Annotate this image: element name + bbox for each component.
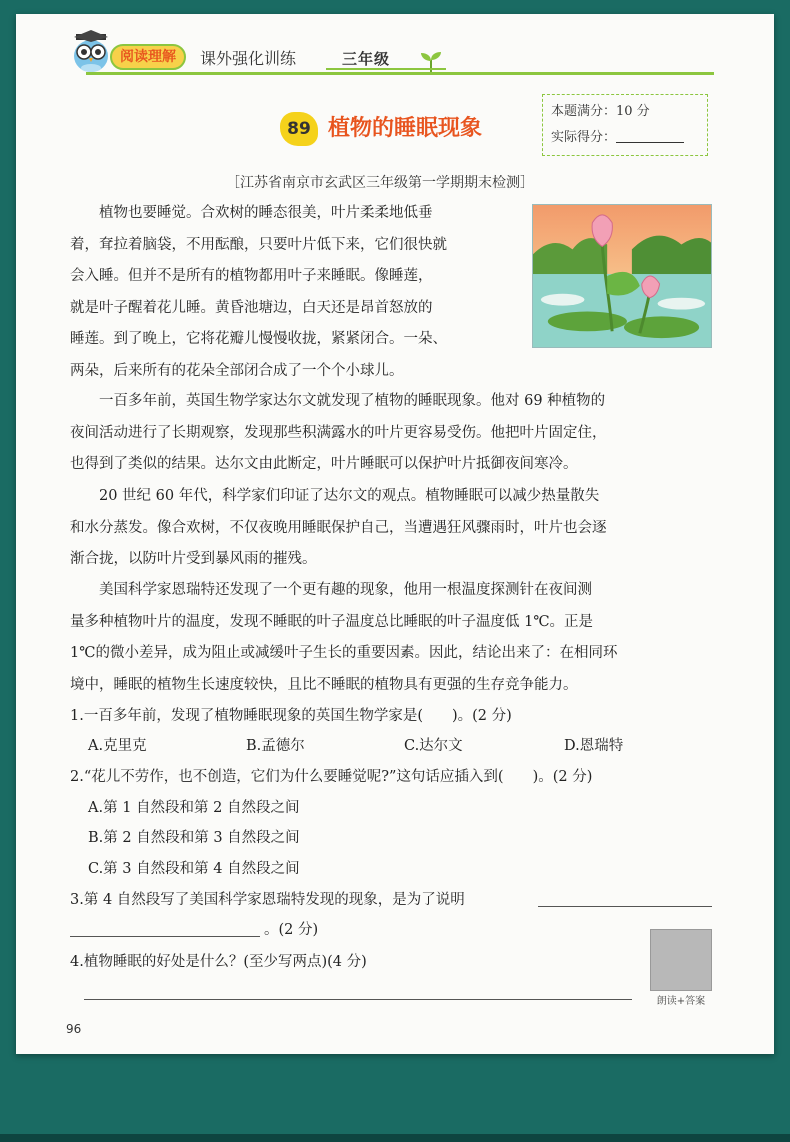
actual-score-row <box>551 125 699 151</box>
question-1: 1.一百多年前，发现了植物睡眠现象的英国生物学家是( )。(2 分) <box>70 708 512 724</box>
full-score: 本题满分：10 分 <box>551 104 650 119</box>
q1-option-c[interactable]: C.达尔文 <box>404 738 463 754</box>
actual-score-blank[interactable] <box>616 129 684 143</box>
q4-answer-line[interactable] <box>84 999 632 1000</box>
owl-mascot-icon <box>68 28 114 74</box>
paragraph-line: 就是叶子醒着花儿睡。黄昏池塘边，白天还是昂首怒放的 <box>70 299 433 316</box>
question-4: 4.植物睡眠的好处是什么？(至少写两点)(4 分) <box>70 954 367 970</box>
paragraph-1 <box>70 198 528 387</box>
page-number: 96 <box>66 1022 82 1036</box>
q3-answer-line-2[interactable] <box>70 936 260 937</box>
q2-option-a[interactable]: A.第 1 自然段和第 2 自然段之间 <box>88 800 300 816</box>
paragraph-line: 也得到了类似的结果。达尔文由此断定，叶片睡眠可以保护叶片抵御夜间寒冷。 <box>70 456 578 472</box>
question-3: 3.第 4 自然段写了美国科学家恩瑞特发现的现象，是为了说明 <box>70 892 465 908</box>
water-lily-illustration <box>532 204 712 348</box>
actual-score-label: 实际得分： <box>551 130 617 145</box>
series-title: 课外强化训练 <box>200 49 297 68</box>
paragraph-line: 夜间活动进行了长期观察，发现那些积满露水的叶片更容易受伤。他把叶片固定住， <box>70 424 607 441</box>
paragraph-line: 一百多年前，英国生物学家达尔文就发现了植物的睡眠现象。他对 69 种植物的 <box>99 393 606 409</box>
score-box <box>542 94 708 156</box>
q1-option-d[interactable]: D.恩瑞特 <box>564 738 624 754</box>
paragraph-line: 两朵，后来所有的花朵全部闭合成了一个个小球儿。 <box>70 362 404 379</box>
lesson-number: 89 <box>280 112 318 146</box>
paragraph-line: 和水分蒸发。像合欢树，不仅夜晚用睡眠保护自己，当遭遇狂风骤雨时，叶片也会逐 <box>70 519 607 536</box>
grade-label: 三年级 <box>342 50 391 68</box>
paragraph-line: 植物也要睡觉。合欢树的睡态很美，叶片柔柔地低垂 <box>99 205 433 221</box>
header-divider <box>86 72 714 75</box>
q1-option-a[interactable]: A.克里克 <box>88 738 147 754</box>
exam-source: ［江苏省南京市玄武区三年级第一学期期末检测］ <box>226 175 534 191</box>
q2-option-b[interactable]: B.第 2 自然段和第 3 自然段之间 <box>88 830 300 846</box>
qr-code-icon[interactable] <box>650 929 712 991</box>
paragraph-line: 美国科学家恩瑞特还发现了一个更有趣的现象，他用一根温度探测针在夜间测 <box>99 582 592 598</box>
paragraph-line: 境中，睡眠的植物生长速度较快，且比不睡眠的植物具有更强的生存竞争能力。 <box>70 676 578 693</box>
paragraph-line: 1℃的微小差异，成为阻止或减缓叶子生长的重要因素。因此，结论出来了：在相同环 <box>70 645 618 661</box>
reading-badge: 阅读理解 <box>110 44 186 70</box>
question-2: 2.“花儿不劳作，也不创造，它们为什么要睡觉呢?”这句话应插入到( )。(2 分) <box>70 769 593 785</box>
paragraph-line: 会入睡。但并不是所有的植物都用叶子来睡眠。像睡莲， <box>70 268 433 284</box>
paragraph-line: 睡莲。到了晚上，它将花瓣儿慢慢收拢，紧紧闭合。一朵、 <box>70 331 447 347</box>
paragraph-line: 着，耷拉着脑袋，不用酝酿，只要叶片低下来，它们很快就 <box>70 236 447 253</box>
header-underline-short <box>326 68 446 70</box>
qr-label: 朗读+答案 <box>656 996 706 1007</box>
paragraph-4 <box>70 575 712 701</box>
paragraph-line: 量多种植物叶片的温度，发现不睡眠的叶子温度总比睡眠的叶子温度低 1℃。正是 <box>70 613 594 630</box>
paragraph-line: 20 世纪 60 年代，科学家们印证了达尔文的观点。植物睡眠可以减少热量散失 <box>99 488 600 504</box>
workbook-page <box>16 14 774 1054</box>
paragraph-line: 渐合拢，以防叶片受到暴风雨的摧残。 <box>70 551 317 567</box>
lesson-title: 植物的睡眠现象 <box>328 116 483 141</box>
paragraph-3 <box>70 481 712 576</box>
paragraph-2 <box>70 386 712 481</box>
bottom-strip <box>0 1134 790 1142</box>
q1-option-b[interactable]: B.孟德尔 <box>246 738 305 754</box>
q2-option-c[interactable]: C.第 3 自然段和第 4 自然段之间 <box>88 861 300 877</box>
q3-answer-line-1[interactable] <box>538 906 712 907</box>
question-3-score: 。(2 分) <box>264 922 319 938</box>
page-header <box>16 14 774 84</box>
